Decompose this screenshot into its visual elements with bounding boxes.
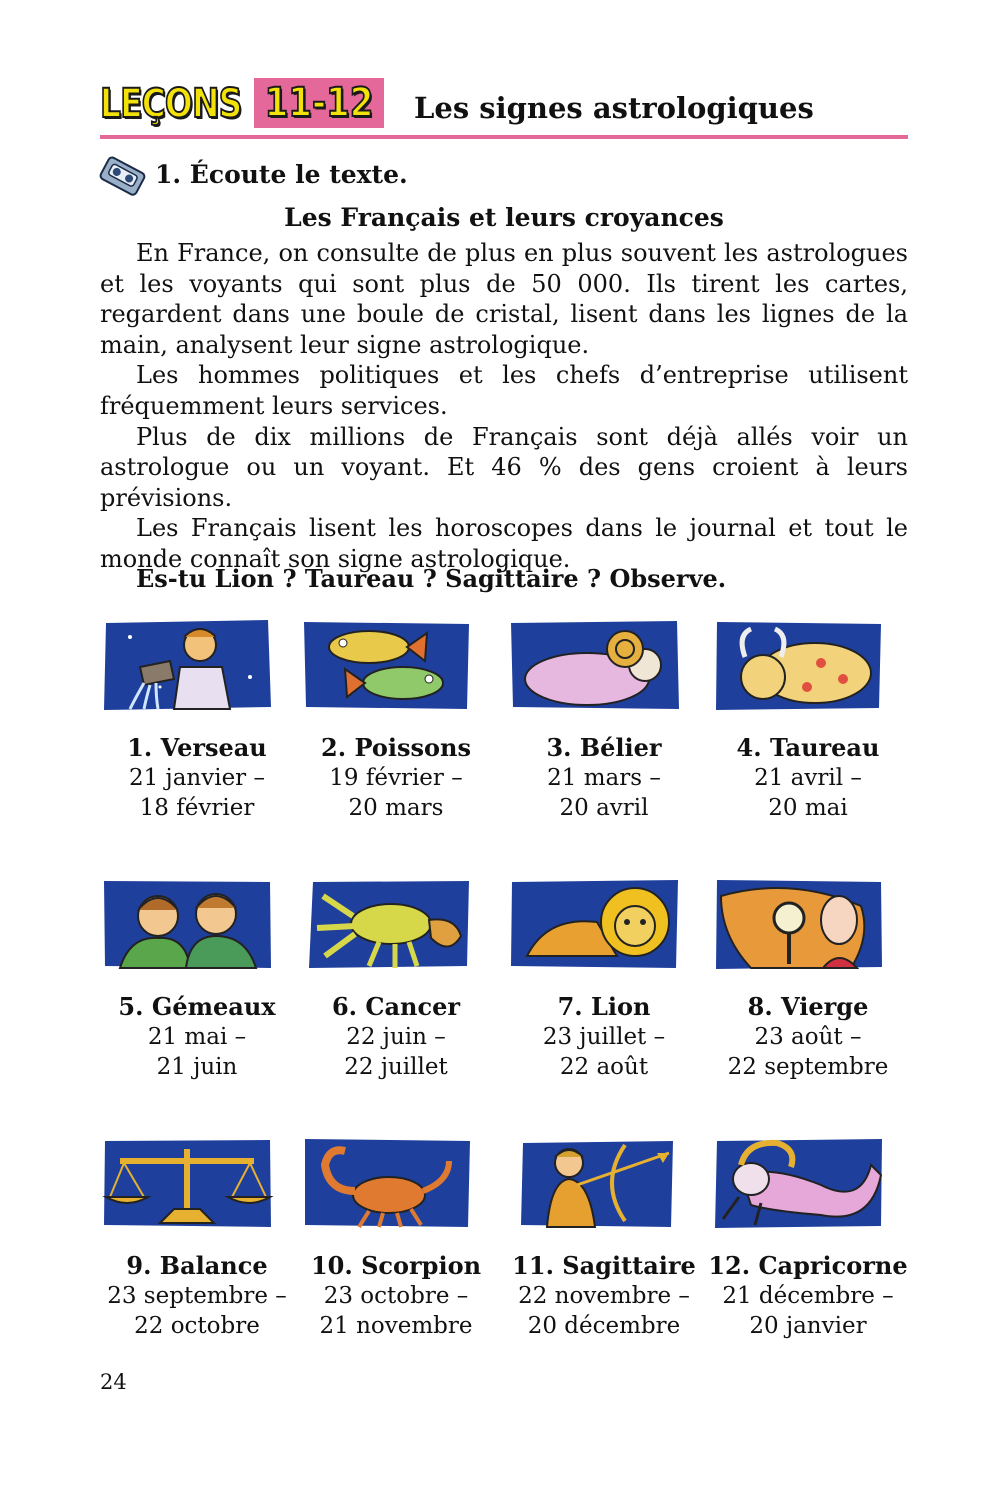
sign-start-date: 23 juillet – (542, 1024, 666, 1050)
sagittarius-icon (507, 1135, 681, 1231)
sign-start-date: 21 décembre – (722, 1283, 894, 1309)
sign-start-date: 21 mars – (547, 765, 661, 791)
sign-end-date: 20 janvier (749, 1313, 867, 1339)
lesson-number-badge (254, 78, 384, 128)
sign-start-date: 23 août – (754, 1024, 862, 1050)
sign-start-date: 23 septembre – (107, 1283, 287, 1309)
sign-start-date: 22 novembre – (518, 1283, 690, 1309)
sign-start-date: 23 octobre – (323, 1283, 469, 1309)
paragraph: Plus de dix millions de Français sont déjà allés voir un astrologue ou un voyant. Et 46 % des gens croient à leurs prévisions. (100, 422, 908, 512)
sign-end-date: 22 septembre (727, 1054, 889, 1080)
exercise-title: 1. Écoute le texte. (155, 160, 408, 189)
sign-name: 3. Bélier (546, 733, 662, 762)
virgo-icon (711, 876, 885, 972)
sign-end-date: 18 février (139, 795, 255, 821)
scorpio-icon (299, 1135, 473, 1231)
sign-name: 11. Sagittaire (512, 1251, 696, 1280)
sign-end-date: 22 août (559, 1054, 649, 1080)
sign-name: 7. Lion (557, 992, 651, 1021)
sign-name: 1. Verseau (127, 733, 267, 762)
paragraph: Les hommes politiques et les chefs d’entreprise utilisent fréquemment leurs services. (100, 361, 908, 420)
page-title: Les signes astrologiques (414, 91, 814, 125)
sign-name: 8. Vierge (747, 992, 869, 1021)
aquarius-icon (100, 617, 274, 713)
sign-name: 5. Gémeaux (118, 992, 276, 1021)
audio-cassette-icon[interactable] (98, 156, 146, 198)
sign-end-date: 20 mars (348, 795, 444, 821)
pisces-icon (299, 617, 473, 713)
sign-name: 4. Taureau (736, 733, 880, 762)
paragraph: Les Français lisent les horoscopes dans le journal et tout le monde connaît son signe astrologique. (100, 514, 908, 573)
observe-prompt: Es-tu Lion ? Taureau ? Sagittaire ? Observe. (136, 564, 727, 593)
sign-end-date: 22 octobre (134, 1313, 260, 1339)
sign-name: 6. Cancer (331, 992, 461, 1021)
lesson-number: 11-12 (264, 80, 374, 126)
page-number: 24 (100, 1370, 127, 1394)
sign-start-date: 19 février – (329, 765, 463, 791)
lecons-heading: LEÇONS (100, 81, 242, 127)
sign-end-date: 21 juin (156, 1054, 238, 1080)
sign-start-date: 22 juin – (346, 1024, 446, 1050)
sign-name: 10. Scorpion (310, 1251, 482, 1280)
reading-text (100, 238, 908, 575)
sign-name: 2. Poissons (321, 733, 471, 762)
sign-name: 12. Capricorne (708, 1251, 908, 1280)
capricorn-icon (711, 1135, 885, 1231)
sign-end-date: 21 novembre (319, 1313, 473, 1339)
sign-start-date: 21 avril – (754, 765, 862, 791)
taurus-icon (711, 617, 885, 713)
text-title: Les Français et leurs croyances (284, 203, 724, 232)
sign-end-date: 22 juillet (344, 1054, 448, 1080)
sign-name: 9. Balance (126, 1251, 268, 1280)
sign-end-date: 20 mai (768, 795, 848, 821)
gemini-icon (100, 876, 274, 972)
sign-end-date: 20 avril (559, 795, 649, 821)
libra-icon (100, 1135, 274, 1231)
leo-icon (507, 876, 681, 972)
sign-start-date: 21 janvier – (128, 765, 265, 791)
sign-start-date: 21 mai – (147, 1024, 247, 1050)
sign-end-date: 20 décembre (527, 1313, 681, 1339)
aries-icon (507, 617, 681, 713)
cancer-icon (299, 876, 473, 972)
header-divider (100, 135, 908, 139)
paragraph: En France, on consulte de plus en plus souvent les astrologues et les voyants qui sont plus de 50 000. Ils tirent les cartes, regardent dans une boule de cristal, lisent dans les lignes de la main, analysent leur signe astrologique. (100, 239, 908, 359)
